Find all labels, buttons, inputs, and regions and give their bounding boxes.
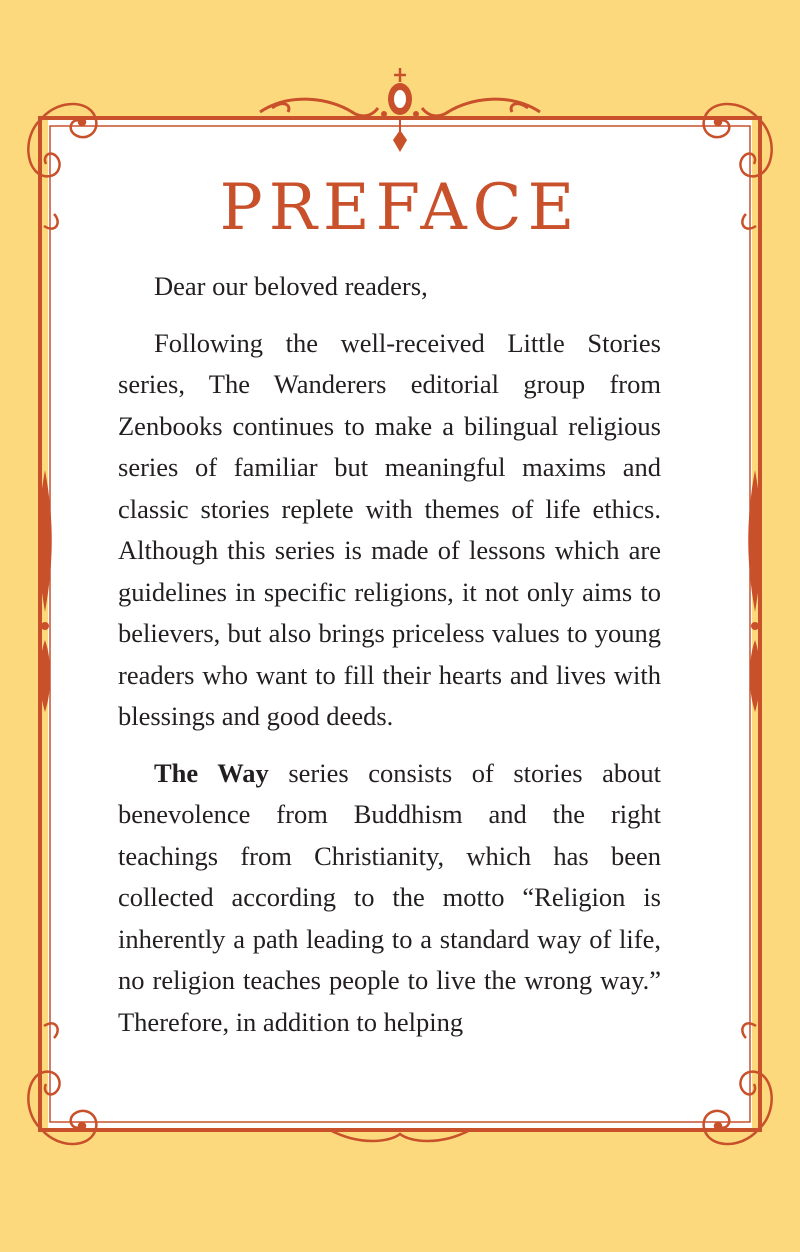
series-name: The Way bbox=[154, 757, 269, 788]
paragraph-2-text: series consists of stories about benevolence from Buddhism and the right teachings from Christianity, which has been collected according to the motto “Religion is inherently a path leading to a standard way of life, no religion teaches people to live the wrong way.” Therefore, in addition to helping bbox=[118, 757, 661, 1037]
paragraph-2 bbox=[118, 753, 661, 1044]
salutation: Dear our beloved readers, bbox=[154, 271, 428, 301]
paragraph-1: Following the well-received Little Stories series, The Wanderers editorial group from Zenbooks continues to make a bilingual religious series of familiar but meaningful maxims and classic stories replete with themes of life ethics. Although this series is made of lessons which are guidelines in specific religions, it not only aims to believers, but also brings priceless values to young readers who want to fill their hearts and lives with blessings and good deeds. bbox=[118, 327, 661, 731]
page-title: PREFACE bbox=[219, 171, 581, 245]
preface-body bbox=[118, 266, 661, 1043]
